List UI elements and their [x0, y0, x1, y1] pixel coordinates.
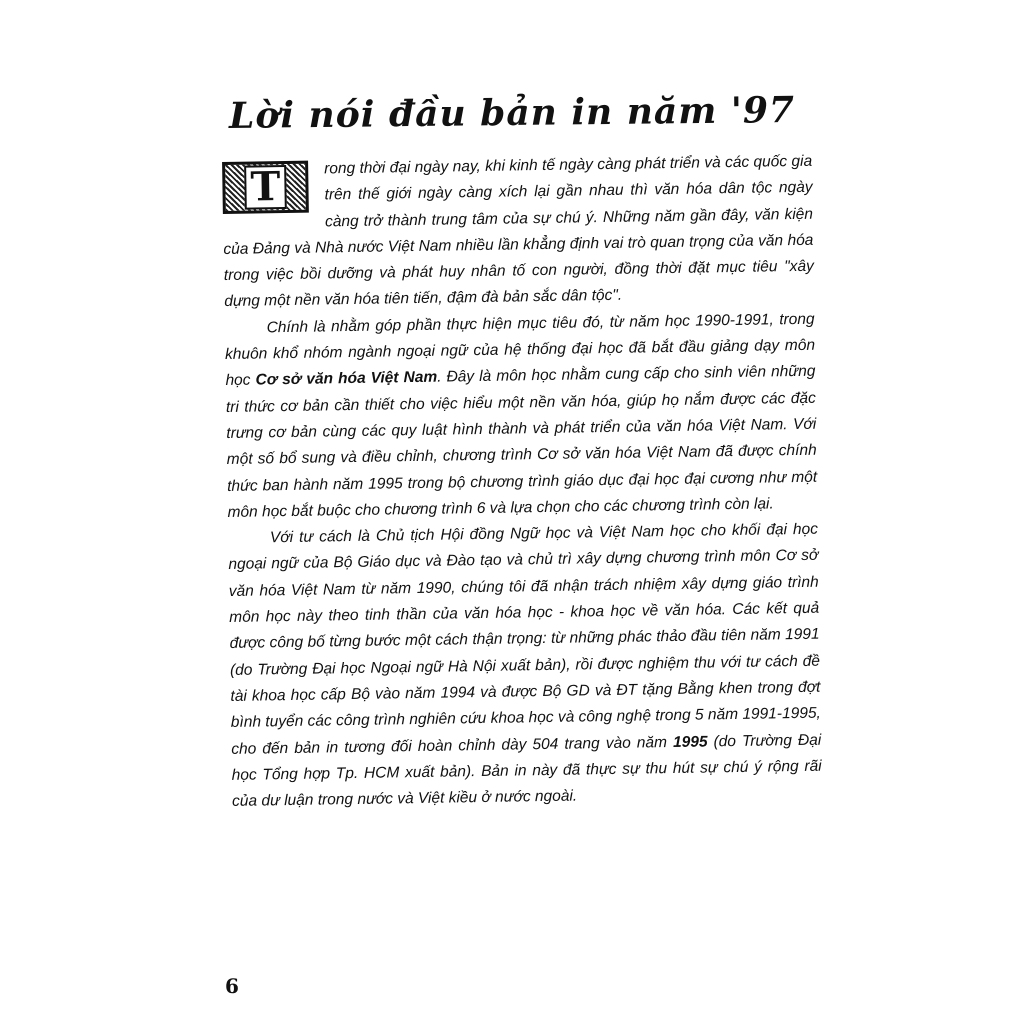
page-number: 6 [225, 974, 239, 998]
ornamental-dropcap [222, 161, 309, 214]
paragraph-1-text: rong thời đại ngày nay, khi kinh tế ngày càng phát triển và các quốc gia trên thế giới ngày càng xích lại gần nhau thì văn hóa dân tộc ngày càng trở thành trung tâm của sự chú ý. Những năm gần đây, văn kiện của Đảng và Nhà nước Việt Nam nhiều lần khẳng định vai trò quan trọng của văn hóa trong việc bồi dưỡng và phát huy nhân tố con người, đồng thời đặt mục tiêu "xây dựng một nền văn hóa tiên tiến, đậm đà bản sắc dân tộc". [223, 152, 814, 311]
body-text [222, 149, 822, 816]
paragraph-2 [224, 306, 817, 526]
year-bold: 1995 [672, 732, 708, 751]
paragraph-2-text-b: . Đây là môn học nhằm cung cấp cho sinh viên những tri thức cơ bản cần thiết cho việc hiểu một nền văn hóa, giúp họ nắm được các đặc trưng cơ bản cùng các quy luật hình thành và phát triển của văn hóa Việt Nam. Với một số bổ sung và điều chỉnh, chương trình Cơ sở văn hóa Việt Nam đã được chính thức ban hành năm 1995 trong bộ chương trình giáo dục đại học đại cương như một môn học bắt buộc cho chương trình 6 và lựa chọn cho các chương trình còn lại. [225, 363, 818, 521]
dropcap-letter: T [244, 165, 286, 210]
paragraph-3-text-b: (do Trường Đại học Tổng hợp Tp. HCM xuất bản). Bản in này đã thực sự thu hút sự chú ý rộng rãi của dư luận trong nước và Việt kiều ở nước ngoài. [231, 731, 822, 811]
paragraph-3-text-a: Với tư cách là Chủ tịch Hội đồng Ngữ học và Việt Nam học cho khối đại học ngoại ngữ của Bộ Giáo dục và Đào tạo và chủ trì xây dựng chương trình môn Cơ sở văn hóa Việt Nam từ năm 1990, chúng tôi đã nhận trách nhiệm xây dựng giáo trình môn học này theo tinh thần của văn hóa học - khoa học về văn hóa. Các kết quả được công bố từng bước một cách thận trọng: từ những phác thảo đầu tiên năm 1991 (do Trường Đại học Ngoại ngữ Hà Nội xuất bản), rồi được nghiệm thu với tư cách đề tài khoa học cấp Bộ vào năm 1994 và được Bộ GD và ĐT tặng Bằng khen trong đợt bình tuyển các công trình nghiên cứu khoa học và công nghệ trong 5 năm 1991-1995, cho đến bản in tương đối hoàn chỉnh dày 504 trang vào năm [228, 520, 821, 758]
page-title: Lời nói đầu bản in năm '97 [228, 89, 796, 137]
course-title-bold: Cơ sở văn hóa Việt Nam [255, 369, 438, 389]
paragraph-3 [228, 517, 822, 815]
paragraph-1 [222, 149, 814, 316]
paragraph-2-text-a: Chính là nhằm góp phần thực hiện mục tiêu đó, từ năm học 1990-1991, trong khuôn khổ nhóm ngành ngoại ngữ của hệ thống đại học đã bắt đầu giảng dạy môn học [224, 310, 816, 390]
